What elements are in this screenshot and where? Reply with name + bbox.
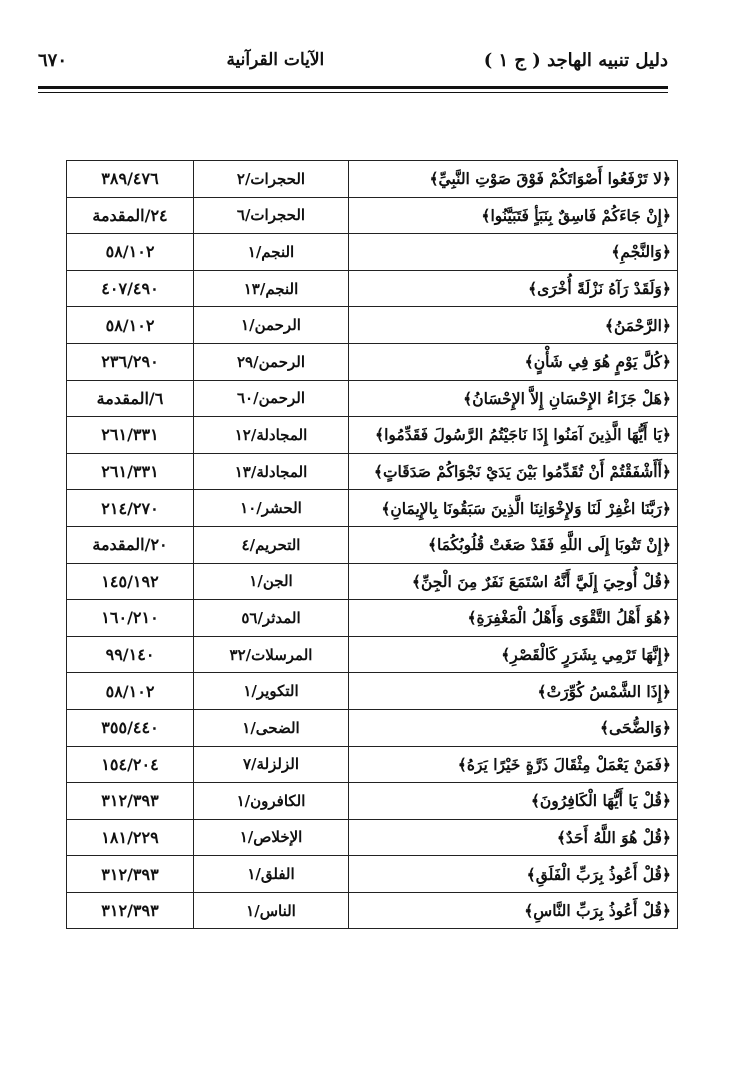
surah-cell: المدثر/٥٦ [194, 600, 349, 637]
page-header [38, 42, 668, 78]
table-row [67, 746, 678, 783]
page-ref-cell: ٣٨٩/٤٧٦ [67, 161, 194, 198]
surah-cell: الجن/١ [194, 563, 349, 600]
table-row [67, 600, 678, 637]
surah-cell: المجادلة/١٢ [194, 417, 349, 454]
table-row [67, 819, 678, 856]
surah-cell: الحشر/١٠ [194, 490, 349, 527]
page-ref-cell: ٥٨/١٠٢ [67, 673, 194, 710]
page-ref-cell: ٩٩/١٤٠ [67, 636, 194, 673]
page-ref-cell: ١٤٥/١٩٢ [67, 563, 194, 600]
verse-cell: ﴿وَالنَّجْمِ﴾ [349, 234, 678, 271]
section-title: الآيات القرآنية [226, 50, 325, 70]
surah-cell: المرسلات/٣٢ [194, 636, 349, 673]
table-row [67, 526, 678, 563]
surah-cell: الناس/١ [194, 892, 349, 929]
verse-cell: ﴿هُوَ أَهْلُ التَّقْوَى وَأَهْلُ الْمَغْفِرَةِ﴾ [349, 600, 678, 637]
page-ref-cell: ١٨١/٢٢٩ [67, 819, 194, 856]
verse-index-table [66, 160, 678, 929]
table-row [67, 234, 678, 271]
table-row [67, 636, 678, 673]
surah-cell: الكافرون/١ [194, 783, 349, 820]
verse-cell: ﴿وَالضُّحَى﴾ [349, 709, 678, 746]
surah-cell: الرحمن/٦٠ [194, 380, 349, 417]
verse-cell: ﴿أَأَشْفَقْتُمْ أَنْ تُقَدِّمُوا بَيْنَ يَدَيْ نَجْوَاكُمْ صَدَقَاتٍ﴾ [349, 453, 678, 490]
surah-cell: الإخلاص/١ [194, 819, 349, 856]
verse-cell: ﴿إِنْ جَاءَكُمْ فَاسِقٌ بِنَبَأٍ فَتَبَيَّنُوا﴾ [349, 197, 678, 234]
surah-cell: النجم/١ [194, 234, 349, 271]
header-rule-thick [38, 86, 668, 89]
verse-cell: ﴿لا تَرْفَعُوا أَصْوَاتَكُمْ فَوْقَ صَوْتِ النَّبِيِّ﴾ [349, 161, 678, 198]
table-row [67, 892, 678, 929]
verse-cell: ﴿كُلَّ يَوْمٍ هُوَ فِي شَأْنٍ﴾ [349, 343, 678, 380]
verse-cell: ﴿قُلْ يَا أَيُّهَا الْكَافِرُونَ﴾ [349, 783, 678, 820]
surah-cell: التحريم/٤ [194, 526, 349, 563]
table-row [67, 197, 678, 234]
page-ref-cell: ٢١٤/٢٧٠ [67, 490, 194, 527]
page-number: ٦٧٠ [38, 49, 68, 71]
table-row [67, 307, 678, 344]
page-ref-cell: ٣١٢/٣٩٣ [67, 856, 194, 893]
header-rule-thin [38, 92, 668, 93]
page-ref-cell: ٦/المقدمة [67, 380, 194, 417]
page-ref-cell: ٣٥٥/٤٤٠ [67, 709, 194, 746]
table-row [67, 453, 678, 490]
verse-cell: ﴿قُلْ أُوحِيَ إِلَيَّ أَنَّهُ اسْتَمَعَ نَفَرٌ مِنَ الْجِنِّ﴾ [349, 563, 678, 600]
page-ref-cell: ٢٣٦/٢٩٠ [67, 343, 194, 380]
surah-cell: الزلزلة/٧ [194, 746, 349, 783]
page-ref-cell: ٢٦١/٣٣١ [67, 417, 194, 454]
table-row [67, 270, 678, 307]
surah-cell: التكوير/١ [194, 673, 349, 710]
page-ref-cell: ٥٨/١٠٢ [67, 234, 194, 271]
page-ref-cell: ٤٠٧/٤٩٠ [67, 270, 194, 307]
surah-cell: الحجرات/٦ [194, 197, 349, 234]
verse-cell: ﴿الرَّحْمَنُ﴾ [349, 307, 678, 344]
verse-cell: ﴿قُلْ أَعُوذُ بِرَبِّ الْفَلَقِ﴾ [349, 856, 678, 893]
table-row [67, 783, 678, 820]
page-ref-cell: ١٥٤/٢٠٤ [67, 746, 194, 783]
table-row [67, 709, 678, 746]
verse-cell: ﴿قُلْ هُوَ اللَّهُ أَحَدٌ﴾ [349, 819, 678, 856]
page-ref-cell: ٣١٢/٣٩٣ [67, 892, 194, 929]
verse-cell: ﴿إِذَا الشَّمْسُ كُوِّرَتْ﴾ [349, 673, 678, 710]
surah-cell: المجادلة/١٣ [194, 453, 349, 490]
page-ref-cell: ٥٨/١٠٢ [67, 307, 194, 344]
table-row [67, 490, 678, 527]
table-row [67, 856, 678, 893]
table-row [67, 563, 678, 600]
surah-cell: الرحمن/١ [194, 307, 349, 344]
page-ref-cell: ٣١٢/٣٩٣ [67, 783, 194, 820]
verse-cell: ﴿فَمَنْ يَعْمَلْ مِثْقَالَ ذَرَّةٍ خَيْرًا يَرَهُ﴾ [349, 746, 678, 783]
page-ref-cell: ١٦٠/٢١٠ [67, 600, 194, 637]
verse-cell: ﴿وَلَقَدْ رَآهُ نَزْلَةً أُخْرَى﴾ [349, 270, 678, 307]
verse-cell: ﴿هَلْ جَزَاءُ الإِحْسَانِ إِلاَّ الإِحْسَانُ﴾ [349, 380, 678, 417]
page-ref-cell: ٢٦١/٣٣١ [67, 453, 194, 490]
surah-cell: النجم/١٣ [194, 270, 349, 307]
table-row [67, 343, 678, 380]
verse-cell: ﴿إِنْ تَتُوبَا إِلَى اللَّهِ فَقَدْ صَغَتْ قُلُوبُكُمَا﴾ [349, 526, 678, 563]
book-title: دليل تنبيه الهاجد ( ج ١ ) [483, 49, 668, 71]
surah-cell: الفلق/١ [194, 856, 349, 893]
verse-cell: ﴿قُلْ أَعُوذُ بِرَبِّ النَّاسِ﴾ [349, 892, 678, 929]
table-row [67, 161, 678, 198]
table-row [67, 380, 678, 417]
verse-cell: ﴿رَبَّنَا اغْفِرْ لَنَا وَلإِخْوَانِنَا الَّذِينَ سَبَقُونَا بِالإِيمَانِ﴾ [349, 490, 678, 527]
verse-cell: ﴿يَا أَيُّهَا الَّذِينَ آمَنُوا إِذَا نَاجَيْتُمُ الرَّسُولَ فَقَدِّمُوا﴾ [349, 417, 678, 454]
table-row [67, 417, 678, 454]
surah-cell: الحجرات/٢ [194, 161, 349, 198]
page-ref-cell: ٢٠/المقدمة [67, 526, 194, 563]
table-row [67, 673, 678, 710]
page-ref-cell: ٢٤/المقدمة [67, 197, 194, 234]
verse-cell: ﴿إِنَّهَا تَرْمِي بِشَرَرٍ كَالْقَصْرِ﴾ [349, 636, 678, 673]
surah-cell: الرحمن/٢٩ [194, 343, 349, 380]
surah-cell: الضحى/١ [194, 709, 349, 746]
